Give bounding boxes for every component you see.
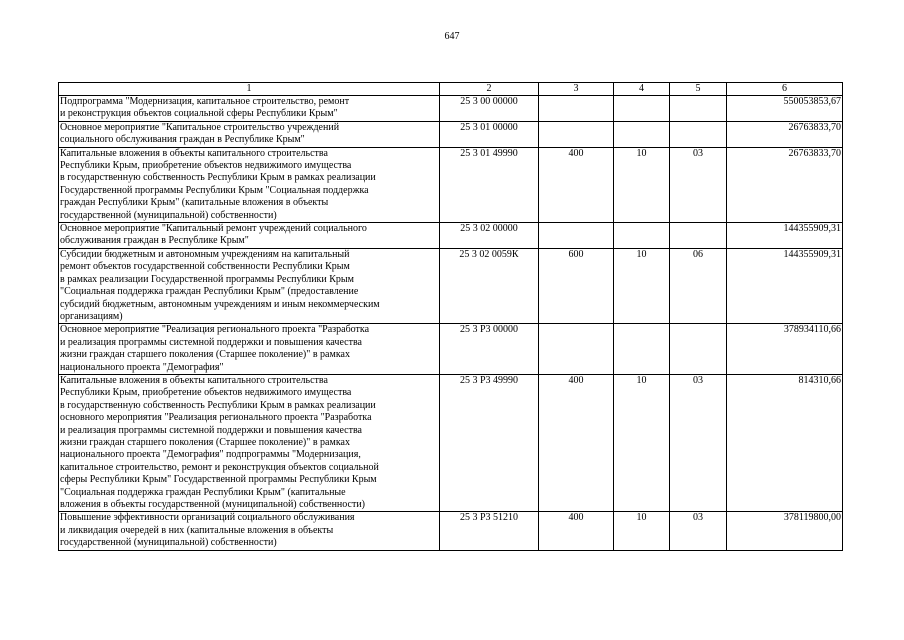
expense-type-code: [539, 223, 614, 249]
amount: 550053853,67: [727, 96, 843, 122]
subsection-code: 03: [670, 374, 727, 511]
column-header: 1: [59, 83, 440, 96]
amount: 144355909,31: [727, 248, 843, 323]
section-code: 10: [614, 248, 670, 323]
subsection-code: [670, 121, 727, 147]
item-name: Субсидии бюджетным и автономным учреждениям на капитальный ремонт объектов государственной собственности Республики Крым в рамках реализации Государственной программы Республики Крым "Социальная поддержка граждан Республики Крым" (предоставление субсидий бюджетным, автономным учреждениям и иным некоммерческим организациям): [59, 248, 440, 323]
expense-type-code: [539, 96, 614, 122]
table-row: [59, 248, 843, 323]
subsection-code: 06: [670, 248, 727, 323]
budget-table: [58, 82, 843, 551]
column-header: 6: [727, 83, 843, 96]
target-article-code: 25 3 01 00000: [440, 121, 539, 147]
section-code: [614, 223, 670, 249]
section-code: 10: [614, 512, 670, 550]
item-name: Повышение эффективности организаций социального обслуживания и ликвидация очередей в них (капитальные вложения в объекты государственной (муниципальной) собственности): [59, 512, 440, 550]
target-article-code: 25 3 02 00000: [440, 223, 539, 249]
table-header-row: [59, 83, 843, 96]
subsection-code: 03: [670, 512, 727, 550]
amount: 814310,66: [727, 374, 843, 511]
table-row: [59, 512, 843, 550]
subsection-code: [670, 324, 727, 375]
column-header: 3: [539, 83, 614, 96]
expense-type-code: 400: [539, 374, 614, 511]
section-code: [614, 324, 670, 375]
target-article-code: 25 3 01 49990: [440, 147, 539, 222]
amount: 26763833,70: [727, 121, 843, 147]
section-code: 10: [614, 147, 670, 222]
expense-type-code: 400: [539, 512, 614, 550]
item-name: Основное мероприятие "Капитальное строительство учреждений социального обслуживания граждан в Республике Крым": [59, 121, 440, 147]
target-article-code: 25 3 P3 49990: [440, 374, 539, 511]
column-header: 2: [440, 83, 539, 96]
item-name: Капитальные вложения в объекты капитального строительства Республики Крым, приобретение объектов недвижимого имущества в государственную собственность Республики Крым в рамках реализации Государственной программы Республики Крым "Социальная поддержка граждан Республики Крым" (капитальные вложения в объекты государственной (муниципальной) собственности): [59, 147, 440, 222]
item-name: Основное мероприятие "Реализация регионального проекта "Разработка и реализация программы системной поддержки и повышения качества жизни граждан старшего поколения (Старшее поколение)" в рамках национального проекта "Демография": [59, 324, 440, 375]
amount: 26763833,70: [727, 147, 843, 222]
column-header: 4: [614, 83, 670, 96]
table-row: [59, 147, 843, 222]
item-name: Капитальные вложения в объекты капитального строительства Республики Крым, приобретение объектов недвижимого имущества в государственную собственность Республики Крым в рамках реализации основного мероприятия "Реализация регионального проекта "Разработка и реализация программы системной поддержки и повышения качества жизни граждан старшего поколения (Старшее поколение)" в рамках национального проекта "Демография" подпрограммы "Модернизация, капитальное строительство, ремонт и реконструкция объектов социальной сферы Республики Крым" Государственной программы Республики Крым "Социальная поддержка граждан Республики Крым" (капитальные вложения в объекты государственной (муниципальной) собственности): [59, 374, 440, 511]
table-row: [59, 374, 843, 511]
subsection-code: [670, 223, 727, 249]
item-name: Подпрограмма "Модернизация, капитальное строительство, ремонт и реконструкция объектов социальной сферы Республики Крым": [59, 96, 440, 122]
subsection-code: [670, 96, 727, 122]
page-number: 647: [444, 31, 460, 42]
section-code: [614, 96, 670, 122]
item-name: Основное мероприятие "Капитальный ремонт учреждений социального обслуживания граждан в Республике Крым": [59, 223, 440, 249]
amount: 378119800,00: [727, 512, 843, 550]
section-code: [614, 121, 670, 147]
table-row: [59, 223, 843, 249]
amount: 144355909,31: [727, 223, 843, 249]
section-code: 10: [614, 374, 670, 511]
table-row: [59, 121, 843, 147]
table-row: [59, 96, 843, 122]
expense-type-code: [539, 121, 614, 147]
column-header: 5: [670, 83, 727, 96]
expense-type-code: [539, 324, 614, 375]
target-article-code: 25 3 02 0059К: [440, 248, 539, 323]
expense-type-code: 400: [539, 147, 614, 222]
subsection-code: 03: [670, 147, 727, 222]
expense-type-code: 600: [539, 248, 614, 323]
target-article-code: 25 3 P3 51210: [440, 512, 539, 550]
target-article-code: 25 3 00 00000: [440, 96, 539, 122]
target-article-code: 25 3 P3 00000: [440, 324, 539, 375]
amount: 378934110,66: [727, 324, 843, 375]
table-row: [59, 324, 843, 375]
